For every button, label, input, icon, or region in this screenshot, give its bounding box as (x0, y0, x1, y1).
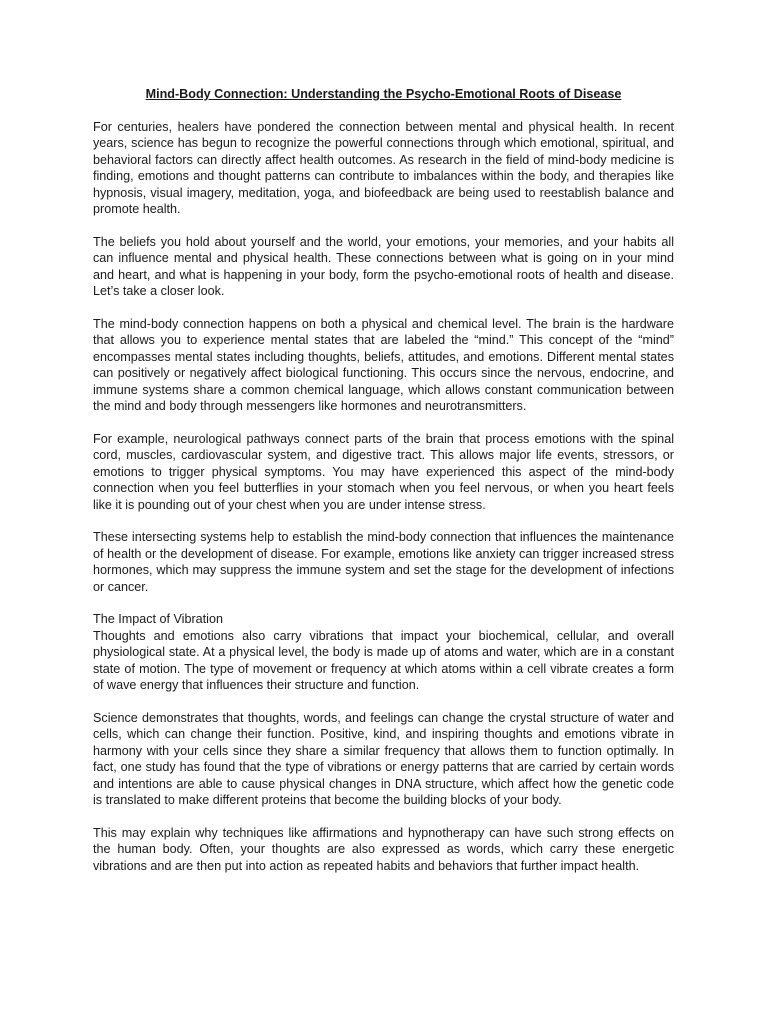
paragraph-intro: For centuries, healers have pondered the connection between mental and physical health. In recent years, science has begun to recognize the powerful connections through which emotional, spiritual, and behavioral factors can directly affect health outcomes. As research in the field of mind-body medicine is finding, emotions and thought patterns can contribute to imbalances within the body, and therapies like hypnosis, visual imagery, meditation, yoga, and biofeedback are being used to reestablish balance and promote health. (93, 119, 674, 216)
paragraph-mind-body-levels: The mind-body connection happens on both a physical and chemical level. The brain is the hardware that allows you to experience mental states that are labeled the “mind.” This concept of the “mind” encompasses mental states including thoughts, beliefs, attitudes, and emotions. Different mental states can positively or negatively affect biological functioning. This occurs since the nervous, endocrine, and immune systems share a common chemical language, which allows constant communication between the mind and body through messengers like hormones and neurotransmitters. (93, 316, 674, 413)
document-body (93, 86, 674, 890)
paragraph-beliefs: The beliefs you hold about yourself and the world, your emotions, your memories, and your habits all can influence mental and physical health. These connections between what is going on in your mind and heart, and what is happening in your body, form the psycho-emotional roots of health and disease. Let’s take a closer look. (93, 234, 674, 298)
paragraph-affirmations: This may explain why techniques like affirmations and hypnotherapy can have such strong effects on the human body. Often, your thoughts are also expressed as words, which carry these energetic vibrations and are then put into action as repeated habits and behaviors that further impact health. (93, 825, 674, 873)
paragraph-vibrations: Thoughts and emotions also carry vibrations that impact your biochemical, cellular, and overall physiological state. At a physical level, the body is made up of atoms and water, which are in a constant state of motion. The type of movement or frequency at which atoms within a cell vibrate creates a form of wave energy that influences their structure and function. (93, 628, 674, 692)
document-title: Mind-Body Connection: Understanding the Psycho-Emotional Roots of Disease (145, 87, 622, 101)
paragraph-intersecting-systems: These intersecting systems help to establish the mind-body connection that influences the maintenance of health or the development of disease. For example, emotions like anxiety can trigger increased stress hormones, which may suppress the immune system and set the stage for the development of infections or cancer. (93, 530, 674, 594)
section-heading-vibration: The Impact of Vibration (93, 612, 223, 626)
paragraph-science-demonstrates: Science demonstrates that thoughts, words, and feelings can change the crystal structure of water and cells, which can change their function. Positive, kind, and inspiring thoughts and emotions vibrate in harmony with your cells since they share a similar frequency that allows them to function optimally. In fact, one study has found that the type of vibrations or energy patterns that are carried by certain words and intentions are able to cause physical changes in DNA structure, which affect how the genetic code is translated to make different proteins that become the building blocks of your body. (93, 710, 674, 807)
paragraph-neurological-pathways: For example, neurological pathways connect parts of the brain that process emotions with the spinal cord, muscles, cardiovascular system, and digestive tract. This allows major life events, stressors, or emotions to trigger physical symptoms. You may have experienced this aspect of the mind-body connection when you feel butterflies in your stomach when you feel nervous, or when you heart feels like it is pounding out of your chest when you are under intense stress. (93, 431, 674, 512)
